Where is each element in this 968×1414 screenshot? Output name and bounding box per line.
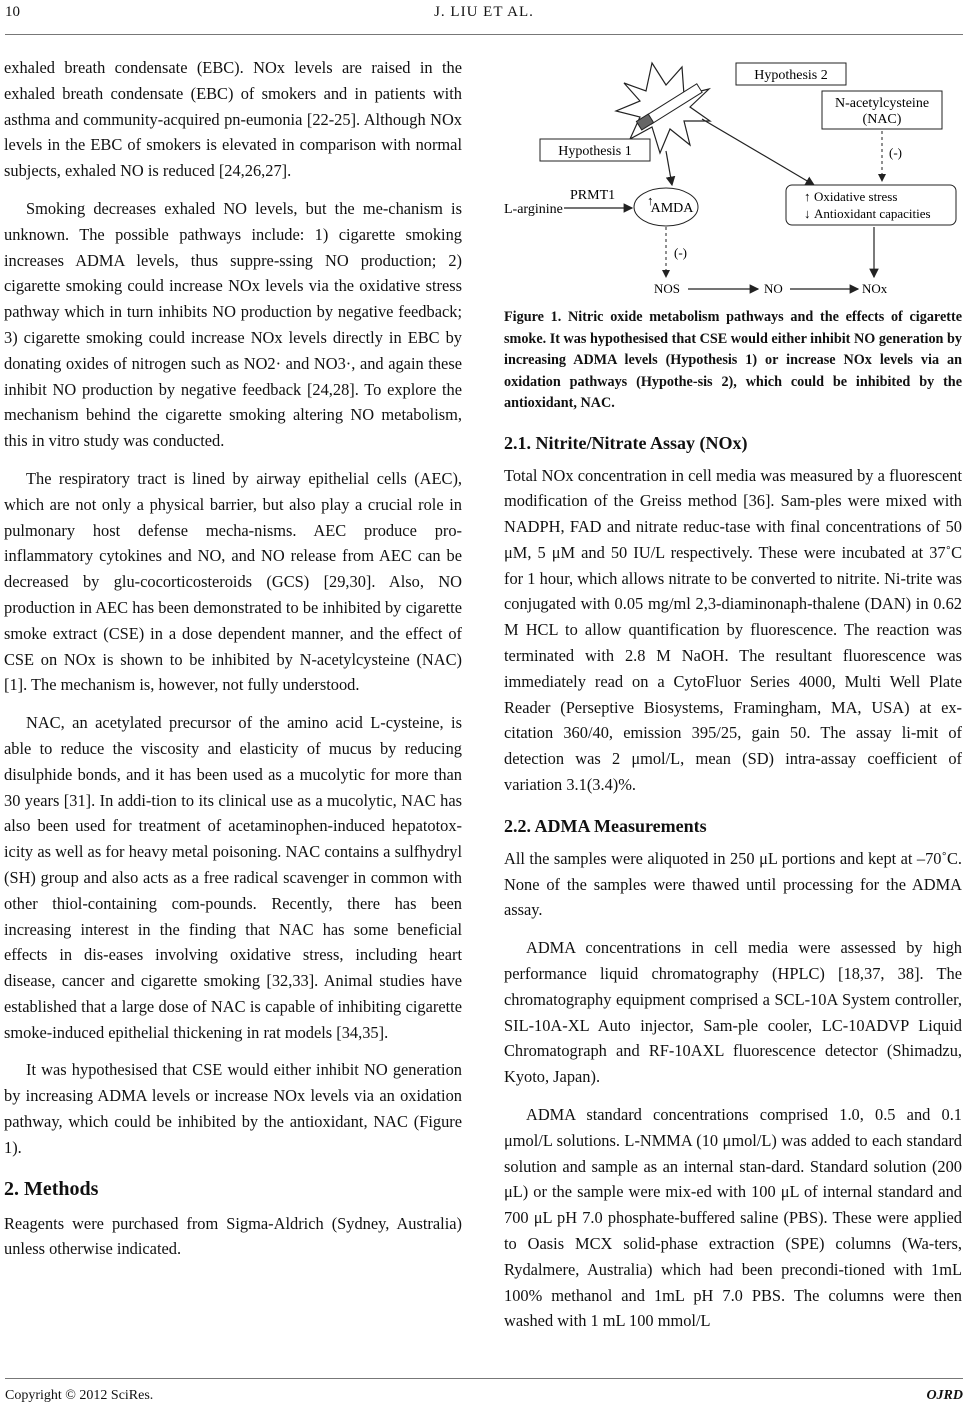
section-heading-2-2: 2.2. ADMA Measurements [504, 815, 707, 836]
section-heading-methods: 2. Methods [4, 1177, 99, 1200]
up-arrow-icon: ↑ [804, 189, 811, 204]
paragraph: NAC, an acetylated precursor of the amino acid L-cysteine, is able to reduce the viscosity and elasticity of mucus by reducing disulphide bonds, and it has been used as a mucolytic for more than 30 years [31]. In addi-tion to its clinical use as a mucolytic, NAC has also been used for treatment of acetaminophen-induced hepatotox-icity as well as for heavy metal poisoning. NAC contains a sulfhydryl (SH) group and also acts as a free radical scavenger in common with other thiol-containing com-pounds. Recently, there has been increasing interest in the finding that NAC has some beneficial effects in dis-eases involving oxidative stress, including heart disease, cancer and cigarette smoking [32,33]. Animal studies have established that a large dose of NAC is capable of inhibiting cigarette smoke-induced epithelial thickening in rat models [34,35]. [4, 713, 462, 1042]
figure-1-diagram [504, 55, 962, 295]
inhibition-label: (-) [674, 245, 687, 260]
header-rule [5, 34, 963, 35]
hypothesis-1-label: Hypothesis 1 [558, 144, 632, 159]
copyright-text: Copyright © 2012 SciRes. [5, 1388, 154, 1403]
paragraph: All the samples were aliquoted in 250 μL portions and kept at –70˚C. None of the samples were thawed until processing for the ADMA assay. [504, 848, 962, 920]
paragraph: The respiratory tract is lined by airway epithelial cells (AEC), which are not only a physical barrier, but also play a crucial role in pulmonary host defense mecha-nisms. AEC produce pro-inflammatory cytokines and NO, and NO release from AEC can be decreased by glu-cocorticosteroids (GCS) [29,30]. Also, NO production in AEC has been demonstrated to be inhibited by cigarette smoke extract (CSE) in a dose dependent manner, and the effect of CSE on NOx is shown to be inhibited by N-acetylcysteine (NAC) [1]. The mechanism is, however, not fully understood. [4, 468, 462, 695]
paragraph: It was hypothesised that CSE would either inhibit NO generation by increasing ADMA levels or increase NOx levels via an oxidation pathway, which could be inhibited by the antioxidant, NAC (Figure 1). [4, 1060, 462, 1157]
no-label: NO [764, 281, 783, 295]
nac-label-line1: N-acetylcysteine [834, 96, 930, 111]
antioxidant-label: Antioxidant capacities [814, 206, 931, 221]
nox-label: NOx [862, 281, 888, 295]
nos-label: NOS [654, 281, 681, 295]
journal-name: OJRD [926, 1388, 963, 1403]
l-arginine-label: L-arginine [504, 202, 563, 217]
paragraph: Smoking decreases exhaled NO levels, but the me-chanism is unknown. The possible pathways include: 1) cigarette smoking increases ADMA levels, thus suppre-ssing NO production; 2) cigarette smoking could increase NOx levels via the oxidative stress pathway which in turn inhibits NO production by negative feedback; 3) cigarette smoking could increase NOx levels directly in EBC by donating oxides of nitrogen such as NO2· and NO3·, and again these inhibit NO production by negative feedback [24,28]. To explore the mechanism behind the cigarette smoking altering NO metabolism, this in vitro study was conducted. [4, 198, 462, 451]
paragraph: Total NOx concentration in cell media was measured by a fluorescent modification of the Greiss method [36]. Sam-ples were mixed with NADPH, FAD and nitrate reduc-tase with final concentrations of 50 μM, 5 μM and 50 IU/L respectively. These were incubated at 37˚C for 1 hour, which allows nitrate to be converted to nitrite. Ni-trite was conjugated with 0.05 mg/ml 2,3-diaminonaph-thalene (DAN) in 0.62 M HCL to allow quantification by fluorescence. The reaction was terminated with 2.8 M NaOH. The resultant fluorescence was immediately read on a CytoFluor Series 4000, Multi Well Plate Reader (Perseptive Biosystems, Framingham, MA, USA) at ex-citation 360/40, emission 395/25, gain 50. The assay li-mit of detection was 2 μmol/L, mean (SD) intra-assay coefficient of variation 3.1(3.4)%. [504, 465, 962, 795]
amda-label: AMDA [650, 201, 694, 216]
down-arrow-icon: ↓ [804, 206, 811, 221]
up-arrow-icon: ↑ [647, 193, 654, 208]
nac-label-line2: (NAC) [862, 112, 902, 127]
oxidative-stress-label: Oxidative stress [814, 189, 898, 204]
page-footer [5, 1374, 963, 1414]
left-column [4, 55, 462, 1274]
paragraph: exhaled breath condensate (EBC). NOx levels are raised in the exhaled breath condensate (EBC) of smokers and in patients with asthma and community-acquired pn-eumonia [22-25]. Although NOx levels in the EBC of smokers is elevated in comparison with normal subjects, exhaled NO is reduced [24,26,27]. [4, 58, 462, 181]
pathway-diagram [504, 55, 962, 295]
prmt1-label: PRMT1 [570, 188, 616, 203]
right-column [504, 55, 962, 1346]
figure-1-caption: Figure 1. Nitric oxide metabolism pathways and the effects of cigarette smoke. It was hypothesised that CSE would either inhibit NO generation by increasing ADMA levels (Hypothesis 1) or increase NOx levels via an oxidation pathways (Hypothe-sis 2), which could be inhibited by the antioxidant, NAC. [504, 309, 962, 411]
hypothesis-2-label: Hypothesis 2 [754, 68, 828, 83]
section-heading-2-1: 2.1. Nitrite/Nitrate Assay (NOx) [504, 432, 748, 453]
arrow [702, 119, 814, 185]
paragraph: Reagents were purchased from Sigma-Aldrich (Sydney, Australia) unless otherwise indicated. [4, 1213, 462, 1259]
arrow [666, 151, 672, 185]
paragraph: ADMA standard concentrations comprised 1.0, 0.5 and 0.1 μmol/L solutions. L-NMMA (10 μmol/L) was added to each standard solution and sample as an internal stan-dard. Standard solution (200 μL) or the sample were mix-ed with 100 μL of internal standard and 700 μL pH 7.0 phosphate-buffered saline (PBS). These were applied to Oasis MCX solid-phase extraction (SPE) columns (Wa-ters, Rydalmere, Australia) which had been precondi-tioned with 1mL 100% methanol and 1mL pH 7.0 PBS. The columns were then washed with 1 mL 100 mmol/L [504, 1105, 962, 1331]
running-head: J. LIU ET AL. [434, 4, 534, 20]
paragraph: ADMA concentrations in cell media were assessed by high performance liquid chromatography (HPLC) [18,37, 38]. The chromatography equipment comprised a SCL-10A System controller, SIL-10A-XL Auto injector, Sam-ple cooler, LC-10ADVP Liquid Chromatograph and RF-10AXL fluorescence detector (Shimadzu, Kyoto, Japan). [504, 938, 962, 1087]
page-number: 10 [5, 4, 20, 20]
inhibition-label: (-) [889, 145, 902, 160]
